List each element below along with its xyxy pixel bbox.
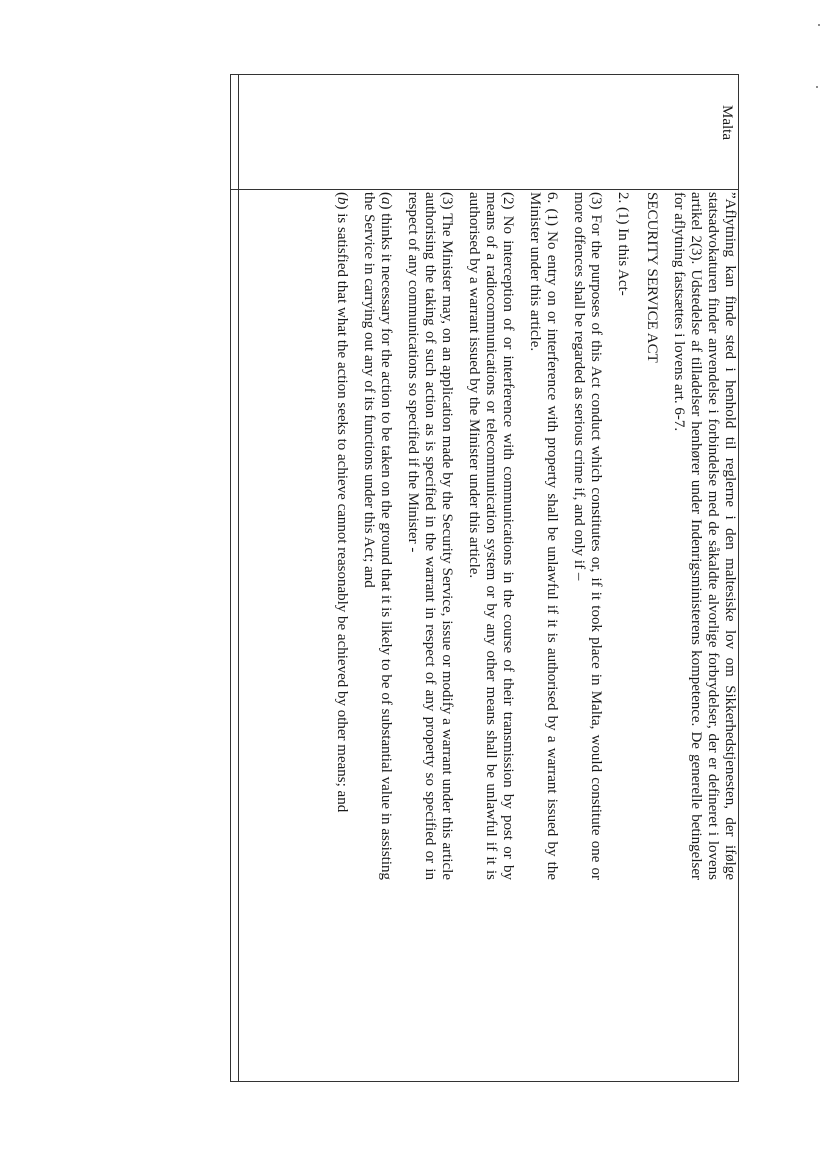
- paragraph-section-6-1: 6. (1) No entry on or interference with property shall be unlawful if it is authorised by a warrant issued by the Minister under this article.: [527, 192, 560, 880]
- paragraph-section-2-3: (3) For the purposes of this Act conduct which constitutes or, if it took place in Malta, would constitute one or more offences shall be regarded as serious crime if, and only if –: [571, 192, 604, 880]
- column-divider: [238, 74, 239, 1082]
- scan-speck: [818, 24, 820, 26]
- paragraph-clause-b: (b) is satisfied that what the action seeks to achieve cannot reasonably be achieved by other means; and: [334, 192, 350, 813]
- paragraph-section-6-3: (3) The Minister may, on an application made by the Security Service, issue or modify a warrant under this article authorising the taking of such action as is specified in the warrant in respect of any property so specified or in respect of any communications so specified if the Minister -: [405, 192, 455, 880]
- paragraph-intro: ”Aflytning kan finde sted i henhold til reglerne i den maltesiske lov om Sikkerhedstjenesten, der ifølge statsadvokaturen finder anvendelse i forbindelse med de såkaldte alvorlige forbrydelser, der er defineret i lovens artikel 2(3). Udstedelse af tilladelser henhører under Indenrigsministerens kompetence. De generelle betingelser for aflytning fastsættes i lovens art. 6-7.: [671, 192, 738, 880]
- act-heading: SECURITY SERVICE ACT: [644, 192, 660, 363]
- scan-speck: [816, 86, 818, 88]
- rotated-content: [323, 74, 738, 904]
- country-label: Malta: [719, 105, 735, 140]
- paragraph-clause-a: (a) thinks it necessary for the action to be taken on the ground that it is likely to be of substantial value in assisting the Service in carrying out any of its functions under this Act; and: [361, 192, 394, 880]
- paragraph-section-2: 2. (1) In this Act-: [615, 192, 631, 296]
- paragraph-section-6-2: (2) No interception of or interference with communications in the course of their transmission by post or by means of a radiocommunications or telecommunication system or by any other means shall be unlawful if it is authorised by a warrant issued by the Minister under this article.: [466, 192, 516, 880]
